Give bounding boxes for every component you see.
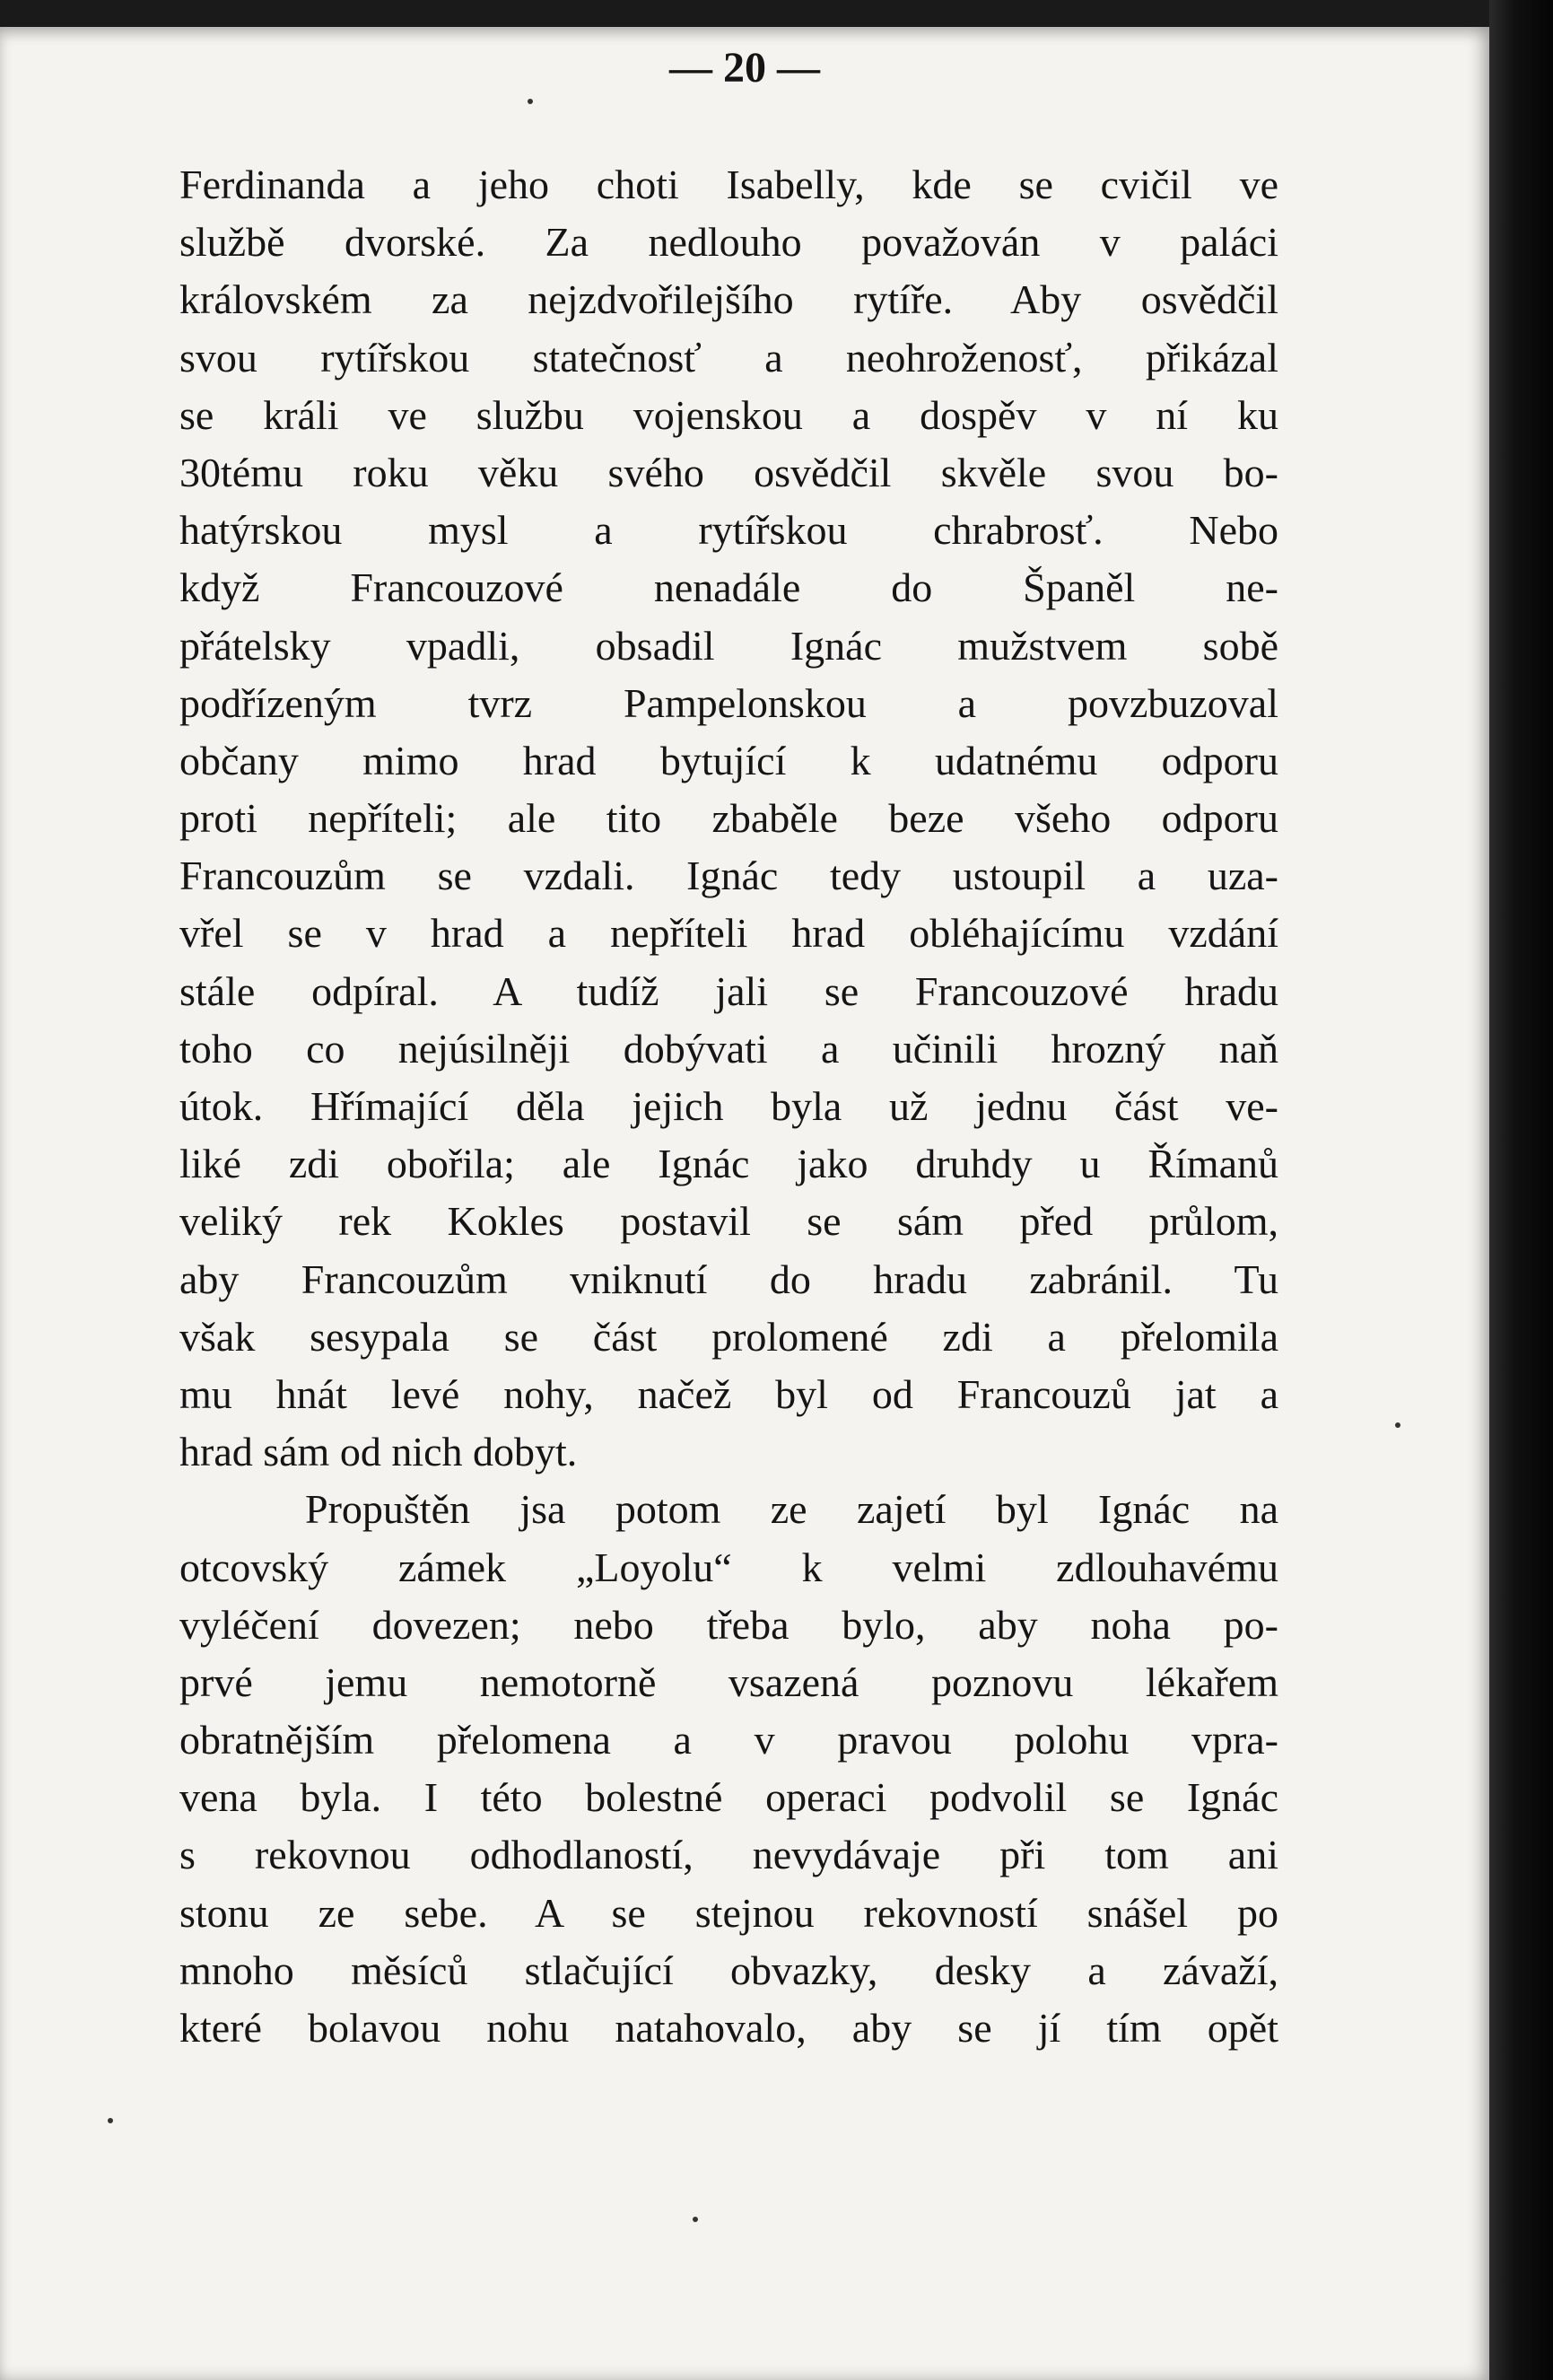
text-line: proti nepříteli; ale tito zbaběle beze všeho odporu [179,795,1278,842]
paper-speck [1395,1422,1400,1428]
text-line: vena byla. I této bolestné operaci podvolil se Ignác [179,1774,1278,1821]
text-line: aby Francouzům vniknutí do hradu zabránil. Tu [179,1256,1278,1302]
text-line: útok. Hřímající děla jejich byla už jednu část ve- [179,1083,1278,1129]
text-line: podřízeným tvrz Pampelonskou a povzbuzoval [179,679,1278,726]
text-line: královském za nejzdvořilejšího rytíře. Aby osvědčil [179,276,1278,323]
text-line: liké zdi obořila; ale Ignác jako druhdy u Římanů [179,1141,1278,1187]
text-line: 30tému roku věku svého osvědčil skvěle svou bo- [179,449,1278,495]
text-line: veliký rek Kokles postavil se sám před průlom, [179,1198,1278,1245]
text-line: stále odpíral. A tudíž jali se Francouzové hradu [179,967,1278,1014]
text-line: stonu ze sebe. A se stejnou rekovností snášel po [179,1889,1278,1936]
text-line: toho co nejúsilněji dobývati a učinili hrozný naň [179,1025,1278,1072]
paper-speck [108,2118,113,2123]
text-line: které bolavou nohu natahovalo, aby se jí tím opět [179,2005,1278,2051]
text-line: prvé jemu nemotorně vsazená poznovu lékařem [179,1658,1278,1705]
text-line: svou rytířskou statečnosť a neohroženosť, přikázal [179,334,1278,381]
page-number: — 20 — [669,44,820,92]
text-line: vřel se v hrad a nepříteli hrad obléhajícímu vzdání [179,910,1278,957]
text-line: Francouzům se vzdali. Ignác tedy ustoupil a uza- [179,853,1278,899]
text-line: však sesypala se část prolomené zdi a přelomila [179,1313,1278,1360]
text-line: obratnějším přelomena a v pravou polohu vpra- [179,1717,1278,1763]
text-line: vyléčení dovezen; nebo třeba bylo, aby noha po- [179,1601,1278,1648]
text-line: hatýrskou mysl a rytířskou chrabrosť. Nebo [179,507,1278,554]
text-line: přátelsky vpadli, obsadil Ignác mužstvem sobě [179,622,1278,669]
book-page [0,27,1489,2380]
text-line: se králi ve službu vojenskou a dospěv v ní ku [179,391,1278,438]
text-line: mnoho měsíců stlačující obvazky, desky a závaží, [179,1947,1278,1993]
text-line-paragraph-end: hrad sám od nich dobyt. [179,1429,578,1475]
text-line: službě dvorské. Za nedlouho považován v paláci [179,219,1278,266]
text-line: mu hnát levé nohy, načež byl od Francouzů jat a [179,1370,1278,1417]
text-line: Ferdinanda a jeho choti Isabelly, kde se cvičil ve [179,162,1278,207]
page-edge-shadow [1489,0,1553,2380]
body-text [179,156,1278,2057]
paper-speck [693,2217,698,2222]
text-line: s rekovnou odhodlaností, nevydávaje při tom ani [179,1832,1278,1878]
text-line-paragraph-start: Propuštěn jsa potom ze zajetí byl Ignác na [305,1486,1278,1533]
text-line: když Francouzové nenadále do Španěl ne- [179,564,1278,611]
paper-speck [528,99,533,104]
text-line: otcovský zámek „Loyolu“ k velmi zdlouhavému [179,1544,1278,1590]
text-line: občany mimo hrad bytující k udatnému odporu [179,737,1278,783]
